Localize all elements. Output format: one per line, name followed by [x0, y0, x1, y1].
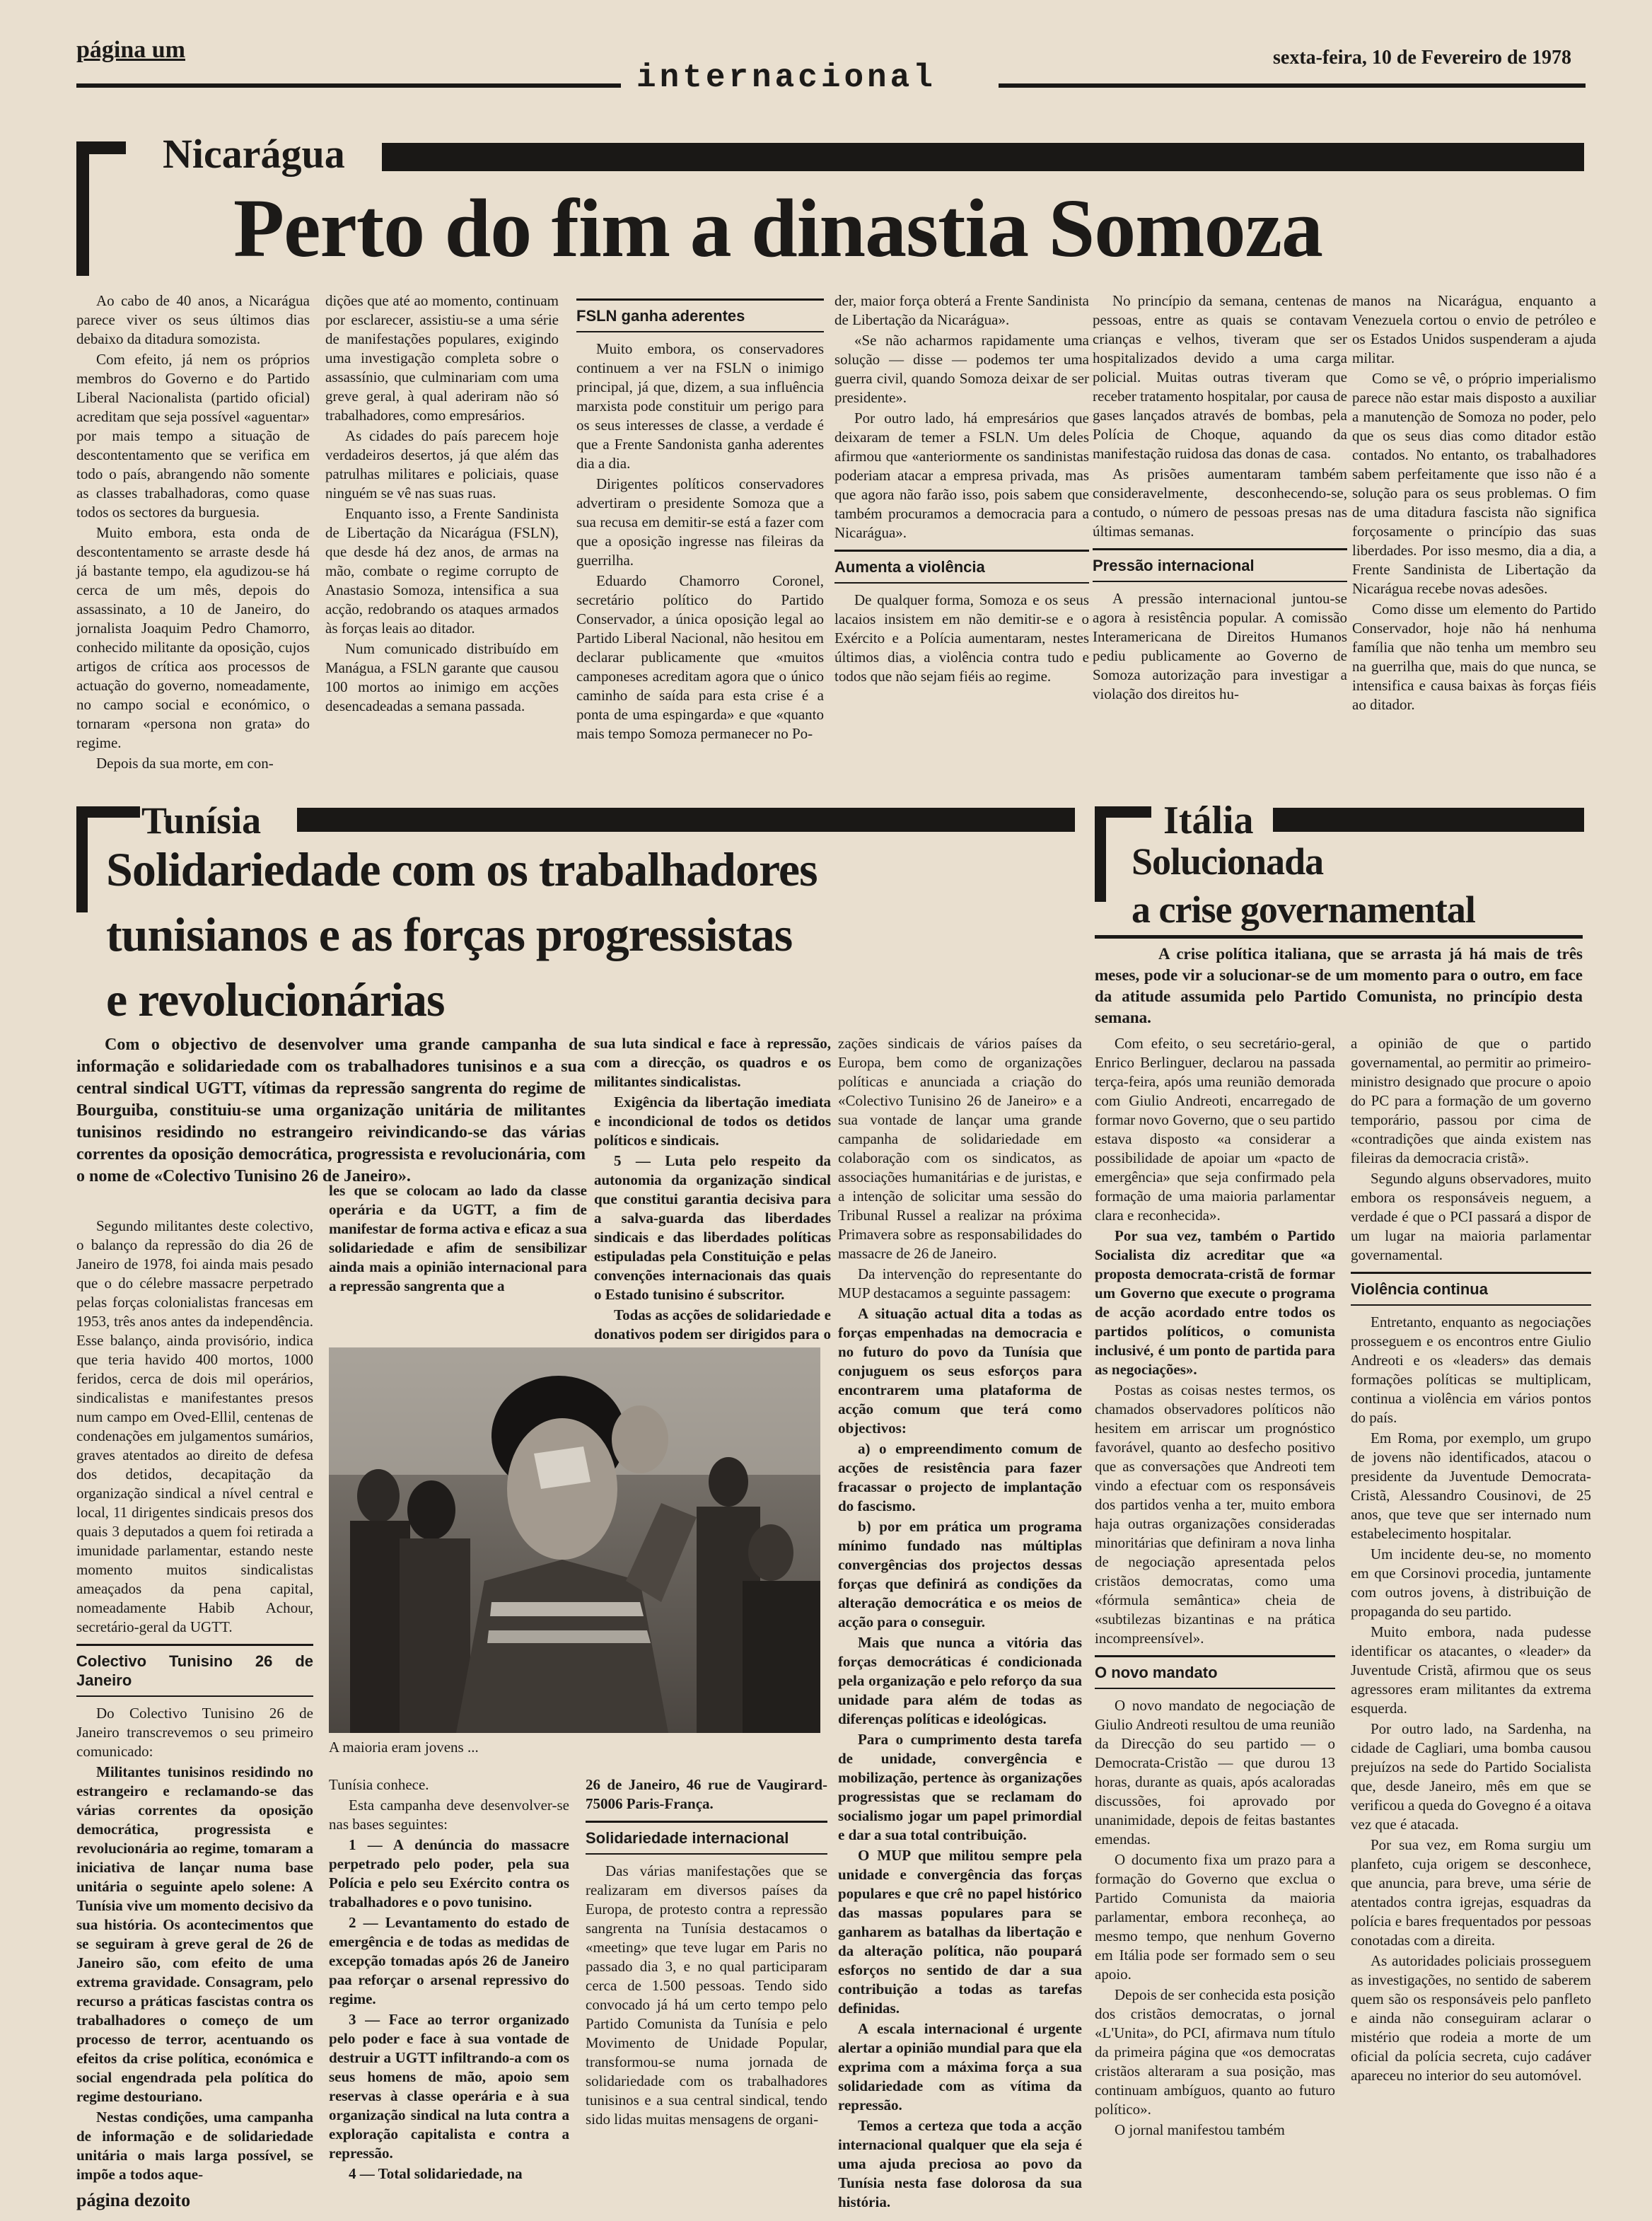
subhead-violencia: Aumenta a violência: [834, 550, 1089, 584]
tunisia-col-2-top: [329, 1181, 587, 1340]
paragraph: Depois de ser conhecida esta posição dos cristãos democratas, o jornal «L'Unita», do PCI, afirmava num título da primeira página que «os democratas cristãos alteraram a sua posição, mas continuam ambíguos, quanto ao futuro político».: [1095, 1986, 1335, 2118]
header-rule-left: [76, 83, 621, 88]
paragraph: der, maior força obterá a Frente Sandinista de Libertação da Nicarágua».: [834, 292, 1089, 328]
nicaragua-kicker: Nicarágua: [163, 133, 354, 175]
paragraph: «Se não acharmos rapidamente uma solução — disse — podemos ter uma guerra civil, quando Somoza deixar de ser presidente».: [834, 332, 1089, 406]
tunisia-headline-line-2: tunisianos e as forças progressistas: [106, 907, 793, 961]
paragraph: 26 de Janeiro, 46 rue de Vaugirard-75006 Paris-França.: [586, 1776, 827, 1812]
paragraph: As autoridades policiais prosseguem as investigações, no sentido de saberem quem são os responsáveis pelo panfleto e ainda não conseguiram aclarar o mistério que rodeia a morte de um oficial da polícia secreta, cujo cadáver apareceu no interior do seu automóvel.: [1351, 1952, 1591, 2084]
paragraph: a) o empreendimento comum de acções de resistência para fazer fracassar o projecto de implantação do fascismo.: [838, 1440, 1082, 1514]
tunisia-kicker: Tunísia: [141, 799, 269, 842]
paragraph: zações sindicais de vários países da Europa, bem como de organizações políticas e anunciada a criação do «Colectivo Tunisino 26 de Janeiro» e a sua vontade de lançar uma grande campanha de solidariedade em colaboração com os sindicatos, as associações humanitárias e de juristas, e a intenção de solicitar uma sessão do Tribunal Russel a realizar na próxima Primavera sobre as responsabilidades do massacre de 26 de Janeiro.: [838, 1035, 1082, 1262]
paragraph: manos na Nicarágua, enquanto a Venezuela cortou o envio de petróleo e os Estados Unidos suspenderam a ajuda militar.: [1352, 292, 1596, 366]
tunisia-headline-line-1: Solidariedade com os trabalhadores: [106, 842, 818, 896]
paragraph: O MUP que militou sempre pela unidade e convergência das forças populares e que crê no papel histórico das massas populares para se ganharem as batalhas da libertação e da alteração política, não poupará esforços no sentido de dar a sua contribuição a todas as tarefas definidas.: [838, 1847, 1082, 2017]
footer-folio: página dezoito: [76, 2190, 191, 2210]
italia-underline: [1095, 935, 1583, 939]
paragraph: 5 — Luta pelo respeito da autonomia da organização sindical que constitui garantia decisiva para a salva-guarda das liberdades sindicais e das liberdades políticas estipuladas pela Constituição e pelas convenções internacionais das quais o Estado tunisino é subscritor.: [594, 1152, 831, 1303]
paragraph: Depois da sua morte, em con-: [96, 755, 274, 772]
tunisia-photo: [329, 1347, 820, 1733]
paragraph: Por outro lado, na Sardenha, na cidade de Cagliari, uma bomba causou prejuízos na sede do Partido Socialista que, desde Janeiro, mês em que se verificou a queda do Govegno é a oitava vez que é atacada.: [1351, 1720, 1591, 1833]
paragraph: Muito embora, os conservadores continuem a ver na FSLN o inimigo principal, já que, dizem, a sua influência marxista pode constituir um perigo para os seus interesses de classe, a verdade é que a Frente Sandonista ganha aderentes dia a dia.: [576, 340, 824, 472]
italia-headline-line-2: a crise governamental: [1132, 888, 1475, 931]
paragraph: Para o cumprimento desta tarefa de unidade, convergência e mobilização, pertence às organizações progressistas que se reclamam do socialismo jogar um papel primordial e dar a sua total contribuição.: [838, 1731, 1082, 1843]
paragraph: 4 — Total solidariedade, na: [349, 2165, 523, 2182]
tunisia-col-3-top: [594, 1034, 831, 1342]
header-rule-right: [999, 83, 1586, 88]
paragraph: a opinião de que o partido governamental, ao permitir ao primeiro-ministro designado que procure o apoio do PC para a formação de um governo temporário, passou por cima de «contradições que ainda existem nas fileiras da democracia cristã».: [1351, 1035, 1591, 1166]
paragraph: 2 — Levantamento do estado de emergência e de todas as medidas de excepção tomadas após 26 de Janeiro paa reforçar o arsenal repressivo do regime.: [329, 1914, 569, 2007]
paragraph: No princípio da semana, centenas de pessoas, entre as quais se contavam crianças e velhos, tiveram que ser hospitalizados devido a uma carga policial. Muitas outras tiveram que receber tratamento hospitalar, por causa de gases lançados através de bombas, pela Polícia de Choque, aquando da manifestação ruidosa das donas de casa.: [1093, 292, 1347, 462]
paragraph: Muito embora, esta onda de descontentamento se arraste desde há já bastante tempo, ela agudizou-se há cerca de um mês, depois do assassinato, a 10 de Janeiro, do jornalista Joaquim Pedro Chamorro, conhecido militante da oposição, cujos artigos de crítica aos processos de actuação do governo, nomeadamente, no campo social e económico, o tornaram «persona non grata» do regime.: [76, 524, 310, 751]
paragraph: b) por em prática um programa mínimo fundado nas múltiplas convergências dos projectos dessas forças que definirá as condições da alteração democrática e os meios de acção para o conseguir.: [838, 1518, 1082, 1630]
photo-crowd-illustration: [329, 1347, 820, 1733]
paragraph: Enquanto isso, a Frente Sandinista de Libertação da Nicarágua (FSLN), que desde há dez anos, de armas na mão, combate o regime corrupto de Anastasio Somoza, intensifica a sua acção, redobrando os ataques armados às forças leais ao ditador.: [325, 505, 559, 637]
paragraph: Segundo militantes deste colectivo, o balanço da repressão do dia 26 de Janeiro de 1978, foi ainda mais pesado que o do célebre massacre perpetrado pelas forças colonialistas francesas em 1953, três anos antes da independência. Esse balanço, ainda provisório, indica que teria havido 400 mortos, 1000 feridos, cerca de dois mil operários, sindicalistas e manifestantes presos num campo em Oved-Ellil, centenas de condenações em julgamentos sumários, graves atentados ao direito de defesa dos detidos, decapitação da organização sindical a nível central e local, 11 dirigentes sindicais presos dos quais 3 deputados a quem foi retirada a imunidade parlamentar, estando neste momento muitos sindicalistas ameaçados da pena capital, nomeadamente Habib Achour, secretário-geral da UGTT.: [76, 1217, 313, 1635]
paragraph: Postas as coisas nestes termos, os chamados observadores políticos não hesitem em arriscar um prognóstico favorável, quanto ao desfecho positivo que as conversações que Andreoti tem vindo a efectuar com os responsáveis dos partidos venha a ter, muito embora haja outras organizações consideradas minoritárias que definiram a nova linha de negociação apresentada pelos cristãos democratas, como uma «fórmula semântica» cheia de «subtilezas bizantinas e na prática incompreensível».: [1095, 1381, 1335, 1647]
paragraph: Militantes tunisinos residindo no estrangeiro e reclamando-se das várias correntes da oposição democrática, progressista e revolucionária ao regime, tomaram a iniciativa de lançar numa base unitária o seguinte apelo solene: A Tunísia vive um momento decisivo da sua história. Os acontecimentos que se seguiram à greve geral de 26 de Janeiro são, com efeito de uma extrema gravidade. Consagram, pelo recurso a práticas fascistas contra os trabalhadores o começo de um processo de terror, acentuando os efeitos da crise política, económica e social engendrada pela política do regime destouriano.: [76, 1763, 313, 2105]
paragraph: Dirigentes políticos conservadores advertiram o presidente Somoza que a sua recusa em demitir-se está a fazer com que a oposição ingresse nas fileiras da guerrilha.: [576, 475, 824, 569]
paragraph: Por outro lado, há empresários que deixaram de temer a FSLN. Um deles afirmou que «anteriormente os sandinistas poderiam atacar a empresa privada, mas que agora não farão isso, pois sabem que também procuramos a democracia para a Nicarágua».: [834, 410, 1089, 541]
subhead-solidariedade: Solidariedade internacional: [586, 1821, 827, 1855]
italia-kicker: Itália: [1163, 799, 1262, 842]
subhead-pressao: Pressão internacional: [1093, 548, 1347, 582]
paragraph: Todas as acções de solidariedade e donativos podem ser dirigidos para o: [594, 1306, 831, 1343]
nicaragua-bar: [382, 143, 1584, 171]
paragraph: Muito embora, nada pudesse identificar os atacantes, o «leader» da Juventude Cristã, afirmou que os seus agressores eram militantes da extrema esquerda.: [1351, 1623, 1591, 1717]
nicaragua-headline: Perto do fim a dinastia Somoza: [233, 182, 1322, 274]
nicaragua-col-4: [834, 291, 1089, 787]
nicaragua-col-3: [576, 291, 824, 787]
person-left2-head: [407, 1480, 455, 1540]
paragraph: Por sua vez, também o Partido Socialista diz acreditar que «a proposta democrata-cristã de formar um Governo que execute o programa de acção acordado entre todos os partidos políticos, o comunista inclusivé, é um ponto de partida para as negociações».: [1095, 1227, 1335, 1378]
tunisia-col-4: [838, 1034, 1082, 2210]
central-figure-hand: [612, 1405, 668, 1473]
paragraph: O documento fixa um prazo para a formação do Governo que exclua o Partido Comunista da maioria parlamentar, embora reconheça, ao mesmo tempo, que nenhum Governo em Itália pode ser formado sem o seu apoio.: [1095, 1851, 1335, 1983]
paragraph: Num comunicado distribuído em Manágua, a FSLN garante que causou 100 mortos ao inimigo em acções desencadeadas a semana passada.: [325, 640, 559, 714]
nicaragua-col-5: [1093, 291, 1347, 787]
paragraph: Em Roma, por exemplo, um grupo de jovens não identificados, atacou o presidente da Juventude Democrata-Cristã, Alessandro Cousinovi, de 25 anos, que teve que ser internado num estabelecimento hospitalar.: [1351, 1430, 1591, 1542]
person-right2-head: [748, 1524, 793, 1581]
italia-bracket-v: [1095, 806, 1106, 902]
paragraph: Temos a certeza que toda a acção internacional qualquer que ela seja é uma ajuda preciosa ao povo da Tunísia nesta fase dolorosa da sua história.: [838, 2117, 1082, 2210]
nicaragua-bracket-v: [76, 141, 89, 276]
paragraph: Por sua vez, em Roma surgiu um planfeto, cuja origem se desconhece, que anuncia, para breve, uma série de atentados contra igrejas, esquadras da polícia e bares frequentados por pessoas conotadas com a direita.: [1351, 1836, 1591, 1949]
subhead-colectivo: Colectivo Tunisino 26 de Janeiro: [76, 1644, 313, 1697]
paragraph: Nestas condições, uma campanha de informação e de solidariedade unitária o mais larga possível, se impõe a todos aque-: [76, 2109, 313, 2183]
person-left-head: [357, 1469, 400, 1523]
section-title: internacional: [636, 59, 936, 96]
tunisia-bracket-v: [76, 806, 88, 912]
tunisia-bracket-h: [76, 806, 140, 818]
paragraph: Esta campanha deve desenvolver-se nas bases seguintes:: [329, 1797, 569, 1833]
paragraph: Das várias manifestações que se realizaram em diversos países da Europa, de protesto contra a repressão sangrenta na Tunísia destacamos o «meeting» que teve lugar em Paris no passado dia 3, e no qual participaram cerca de 1.500 pessoas. Tendo sido convocado já há um certo tempo pelo Partido Comunista da Tunísia e pelo Movimento de Unidade Popular, transformou-se numa jornada de solidariedade com os trabalhadores tunisinos e a sua central sindical, tendo sido lidas muitas mensagens de organi-: [586, 1862, 827, 2128]
paragraph: As prisões aumentaram também consideravelmente, desconhecendo-se, contudo, o número de pessoas presas nas últimas semanas.: [1093, 465, 1347, 540]
central-figure-bandage: [534, 1446, 591, 1489]
person-right2-body: [743, 1581, 820, 1733]
photo-caption: A maioria eram jovens ...: [329, 1739, 479, 1756]
paragraph: les que se colocam ao lado da classe operária e da UGTT, a fim de manifestar de forma activa e eficaz a sua solidariedade e afim de sensibilizar ainda mais a opinião internacional para a repressão sangrenta que a: [329, 1182, 587, 1294]
paragraph: O jornal manifestou também: [1115, 2121, 1285, 2138]
paragraph: A escala internacional é urgente alertar a opinião mundial para que ela exprima com a máxima força a sua solidariedade com as vítima da repressão.: [838, 2020, 1082, 2113]
paragraph: As cidades do país parecem hoje verdadeiros desertos, já que além das patrulhas militares e policiais, quase ninguém se vê nas suas ruas.: [325, 427, 559, 501]
paragraph: 1 — A denúncia do massacre perpetrado pelo poder, pela sua Polícia e pelo seu Exército contra os trabalhadores e o povo tunisino.: [329, 1836, 569, 1910]
central-figure-stripe: [490, 1602, 644, 1616]
paragraph: Como se vê, o próprio imperialismo parece não estar mais disposto a auxiliar a manutenção de Somoza no poder, pelo que os seus dias como ditador estão contados. No entanto, os trabalhadores sabem perfeitamente que isso não é a solução para os seus problemas. O fim de uma ditadura fascista não significa forçosamente o princípio das suas liberdades. Por isso mesmo, dia a dia, a Frente Sandinista de Libertação da Nicarágua recebe novas adesões.: [1352, 370, 1596, 597]
tunisia-col-3-bottom: [586, 1775, 827, 2182]
paragraph: Segundo alguns observadores, muito embora os responsáveis neguem, a verdade é que o PCI passará a dispor de um lugar na maioria parlamentar governamental.: [1351, 1170, 1591, 1263]
italia-bar: [1273, 808, 1584, 832]
paragraph: 3 — Face ao terror organizado pelo poder e face à sua vontade de destruir a UGTT infiltrando-a com os seus homens de mão, apoio sem reservas à classe operária e à sua organização sindical na luta contra a exploração capitalista e contra a repressão.: [329, 2011, 569, 2162]
italia-headline-line-1: Solucionada: [1132, 840, 1324, 883]
paragraph: Entretanto, enquanto as negociações prosseguem e os encontros entre Giulio Andreoti e os «leaders» das demais formações políticas se multiplicam, continua a violência em vários pontos do país.: [1351, 1314, 1591, 1426]
paragraph: De qualquer forma, Somoza e os seus lacaios insistem em não demitir-se e o Exército e a Polícia aumentaram, nestes últimos dias, a violência contra tudo e todos que não sejam fiéis ao regime.: [834, 591, 1089, 685]
paragraph: Eduardo Chamorro Coronel, secretário político do Partido Conservador, a única oposição legal ao Partido Liberal Nacional, não hesitou em declarar publicamente que «muitos camponeses acreditam agora que o único caminho de saída para esta crise é a ponta de uma espingarda» e que «quanto mais tempo Somoza permanecer no Po-: [576, 572, 824, 742]
paragraph: Do Colectivo Tunisino 26 de Janeiro transcrevemos o seu primeiro comunicado:: [76, 1705, 313, 1760]
italia-bracket-h: [1095, 806, 1151, 818]
paragraph: Exigência da libertação imediata e incondicional de todos os detidos políticos e sindicais.: [594, 1094, 831, 1149]
subhead-novo-mandato: O novo mandato: [1095, 1655, 1335, 1689]
tunisia-col-1: [76, 1217, 313, 2182]
paragraph: A situação actual dita a todas as forças empenhadas na democracia e no futuro do povo da Tunísia que conjuguem os seus esforços para encontrarem uma plataforma de acção comum que terá como objectivos:: [838, 1305, 1082, 1437]
nicaragua-col-6: [1352, 291, 1596, 787]
paragraph: A pressão internacional juntou-se agora à resistência popular. A comissão Interamericana de Direitos Humanos pediu publicamente ao Governo de Somoza autorização para investigar a violação dos direitos hu-: [1093, 590, 1347, 702]
person-right-head: [709, 1457, 748, 1507]
italia-col-2: [1351, 1034, 1591, 2184]
tunisia-bar: [297, 808, 1075, 832]
central-figure-face: [507, 1418, 617, 1560]
paragraph: Como disse um elemento do Partido Conservador, hoje não há nenhuma família que não tenha um membro seu na guerrilha que, mais do que nunca, se intensifica e causa baixas às forças fiéis ao ditador.: [1352, 601, 1596, 713]
paragraph: dições que até ao momento, continuam por esclarecer, assistiu-se a uma série de manifestações populares, exigindo uma investigação completa sobre o assassínio, que culminariam com uma greve geral, à qual aderiram não só trabalhadores, como empresários.: [325, 292, 559, 424]
nicaragua-col-1: [76, 291, 310, 772]
italia-lead: A crise política italiana, que se arrasta já há mais de três meses, pode vir a solucionar-se de um momento para o outro, em face da atitude assumida pelo Partido Comunista, no princípio desta semana.: [1095, 945, 1583, 1026]
subhead-violencia-continua: Violência continua: [1351, 1272, 1591, 1306]
paragraph: Mais que nunca a vitória das forças democráticas é condicionada pela organização e pelo reforço da sua unidade para além de todas as diferenças políticas e ideológicas.: [838, 1634, 1082, 1727]
person-left2-body: [400, 1538, 470, 1733]
paragraph: Da intervenção do representante do MUP destacamos a seguinte passagem:: [838, 1265, 1082, 1301]
header-folio: página um: [76, 37, 185, 63]
italia-col-1: [1095, 1034, 1335, 2184]
paragraph: O novo mandato de negociação de Giulio Andreoti resultou de uma reunião da Direcção do seu partido — o Democrata-Cristão — que durou 13 horas, durante as quais, após acaloradas discussões, foi aprovado por unanimidade, depois de feitas bastantes emendas.: [1095, 1697, 1336, 1848]
tunisia-col-2-bottom: [329, 1775, 569, 2182]
header-date: sexta-feira, 10 de Fevereiro de 1978: [1273, 47, 1571, 69]
nicaragua-col-2: [325, 291, 559, 772]
paragraph: Um incidente deu-se, no momento em que Corsinovi procedia, juntamente com outros jovens, à distribuição de propaganda do seu partido.: [1351, 1546, 1591, 1620]
tunisia-headline-line-3: e revolucionárias: [106, 973, 445, 1026]
central-figure-stripe-2: [487, 1630, 651, 1643]
tunisia-lead: Com o objectivo de desenvolver uma grande campanha de informação e solidariedade com os trabalhadores tunisinos e a sua central sindical UGTT, vítimas da repressão sangrenta do regime de Bourguiba, constituiu-se uma organização unitária de militantes tunisinos residindo no estrangeiro reivindicando-se das várias correntes da oposição democrática, progressista e revolucionária, com o nome de «Colectivo Tunisino 26 de Janeiro».: [76, 1036, 586, 1185]
subhead-fsln: FSLN ganha aderentes: [576, 298, 824, 332]
paragraph: Tunísia conhece.: [329, 1776, 429, 1793]
paragraph: Com efeito, o seu secretário-geral, Enrico Berlinguer, declarou na passada terça-feira, após uma reunião demorada com Giulio Andreoti, encarregado de formar novo Governo, que o seu partido estava disposto «a considerar a possibilidade de apoiar um «pacto de emergência» que seja confirmado pela formação de uma maioria parlamentar clara e reconhecida».: [1095, 1035, 1335, 1224]
paragraph: Com efeito, já nem os próprios membros do Governo e do Partido Liberal Nacionalista (partido oficial) acreditam que seja possível «aguentar» por mais tempo a situação de descontentamento que se verifica em todo o país, abrangendo não somente as classes trabalhadoras, como quase todos os sectores da burguesia.: [76, 351, 310, 521]
paragraph: sua luta sindical e face à repressão, com a direcção, os quadros e os militantes sindicalistas.: [594, 1035, 831, 1090]
nicaragua-bracket-h: [76, 141, 126, 154]
paragraph: Ao cabo de 40 anos, a Nicarágua parece viver os seus últimos dias debaixo da ditadura somozista.: [76, 292, 310, 347]
